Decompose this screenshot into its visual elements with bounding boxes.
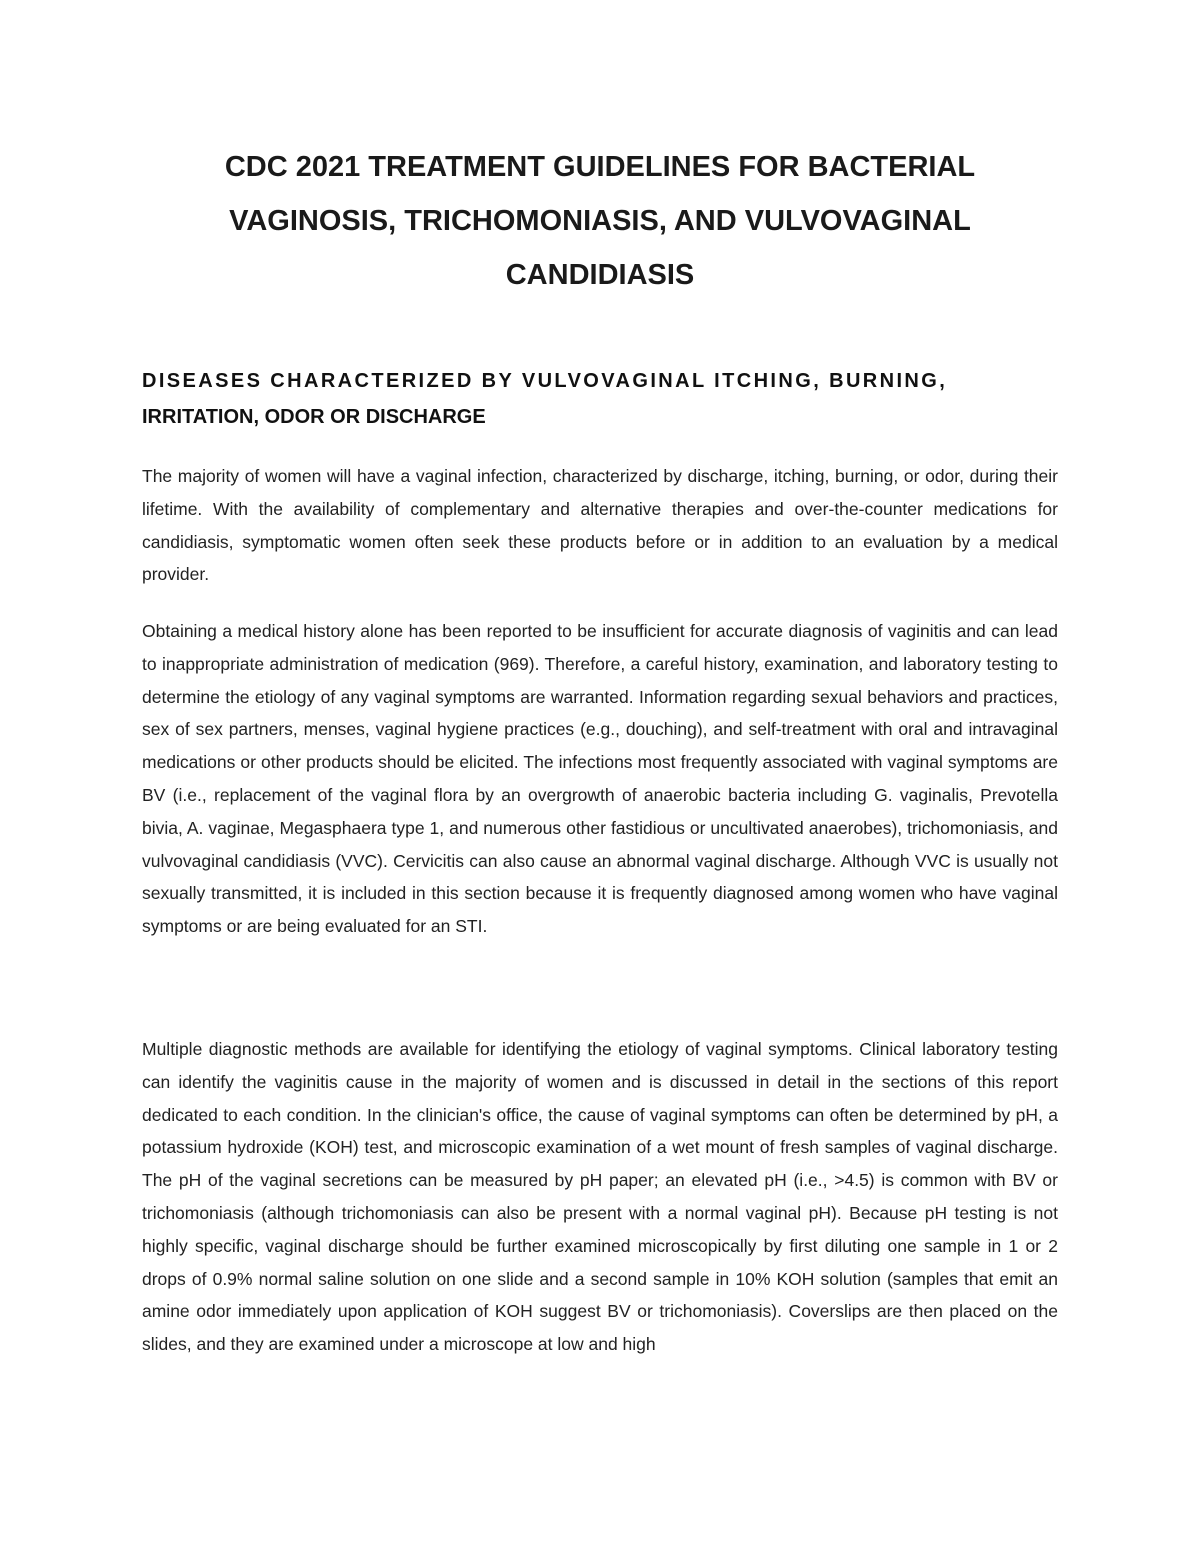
section-heading-line: DISEASES CHARACTERIZED BY VULVOVAGINAL ITCHING, BURNING, bbox=[142, 370, 948, 392]
document-title-line: CDC 2021 TREATMENT GUIDELINES FOR BACTERIAL bbox=[224, 151, 976, 183]
section-heading-line: IRRITATION, ODOR OR DISCHARGE bbox=[142, 406, 486, 428]
document-title-line: VAGINOSIS, TRICHOMONIASIS, AND VULVOVAGINAL bbox=[229, 205, 971, 237]
document-title-line: CANDIDIASIS bbox=[505, 259, 695, 291]
section-heading bbox=[142, 363, 1058, 435]
document-title bbox=[140, 140, 1060, 302]
body-paragraph: The majority of women will have a vaginal infection, characterized by discharge, itching, burning, or odor, during their lifetime. With the availability of complementary and alternative therapies and over-the-counter medications for candidiasis, symptomatic women often seek these products before or in addition to an evaluation by a medical provider. bbox=[142, 466, 1058, 585]
body-paragraph: Multiple diagnostic methods are available for identifying the etiology of vaginal symptoms. Clinical laboratory testing can identify the vaginitis cause in the majority of women and is discussed in detail in the sections of this report dedicated to each condition. In the clinician's office, the cause of vaginal symptoms can often be determined by pH, a potassium hydroxide (KOH) test, and microscopic examination of a wet mount of fresh samples of vaginal discharge. The pH of the vaginal secretions can be measured by pH paper; an elevated pH (i.e., >4.5) is common with BV or trichomoniasis (although trichomoniasis can also be present with a normal vaginal pH). Because pH testing is not highly specific, vaginal discharge should be further examined microscopically by first diluting one sample in 1 or 2 drops of 0.9% normal saline solution on one slide and a second sample in 10% KOH solution (samples that emit an amine odor immediately upon application of KOH suggest BV or trichomoniasis). Coverslips are then placed on the slides, and they are examined under a microscope at low and high bbox=[142, 1039, 1058, 1355]
body-paragraph: Obtaining a medical history alone has been reported to be insufficient for accurate diagnosis of vaginitis and can lead to inappropriate administration of medication (969). Therefore, a careful history, examination, and laboratory testing to determine the etiology of any vaginal symptoms are warranted. Information regarding sexual behaviors and practices, sex of sex partners, menses, vaginal hygiene practices (e.g., douching), and self-treatment with oral and intravaginal medications or other products should be elicited. The infections most frequently associated with vaginal symptoms are BV (i.e., replacement of the vaginal flora by an overgrowth of anaerobic bacteria including G. vaginalis, Prevotella bivia, A. vaginae, Megasphaera type 1, and numerous other fastidious or uncultivated anaerobes), trichomoniasis, and vulvovaginal candidiasis (VVC). Cervicitis can also cause an abnormal vaginal discharge. Although VVC is usually not sexually transmitted, it is included in this section because it is frequently diagnosed among women who have vaginal symptoms or are being evaluated for an STI. bbox=[142, 621, 1058, 937]
